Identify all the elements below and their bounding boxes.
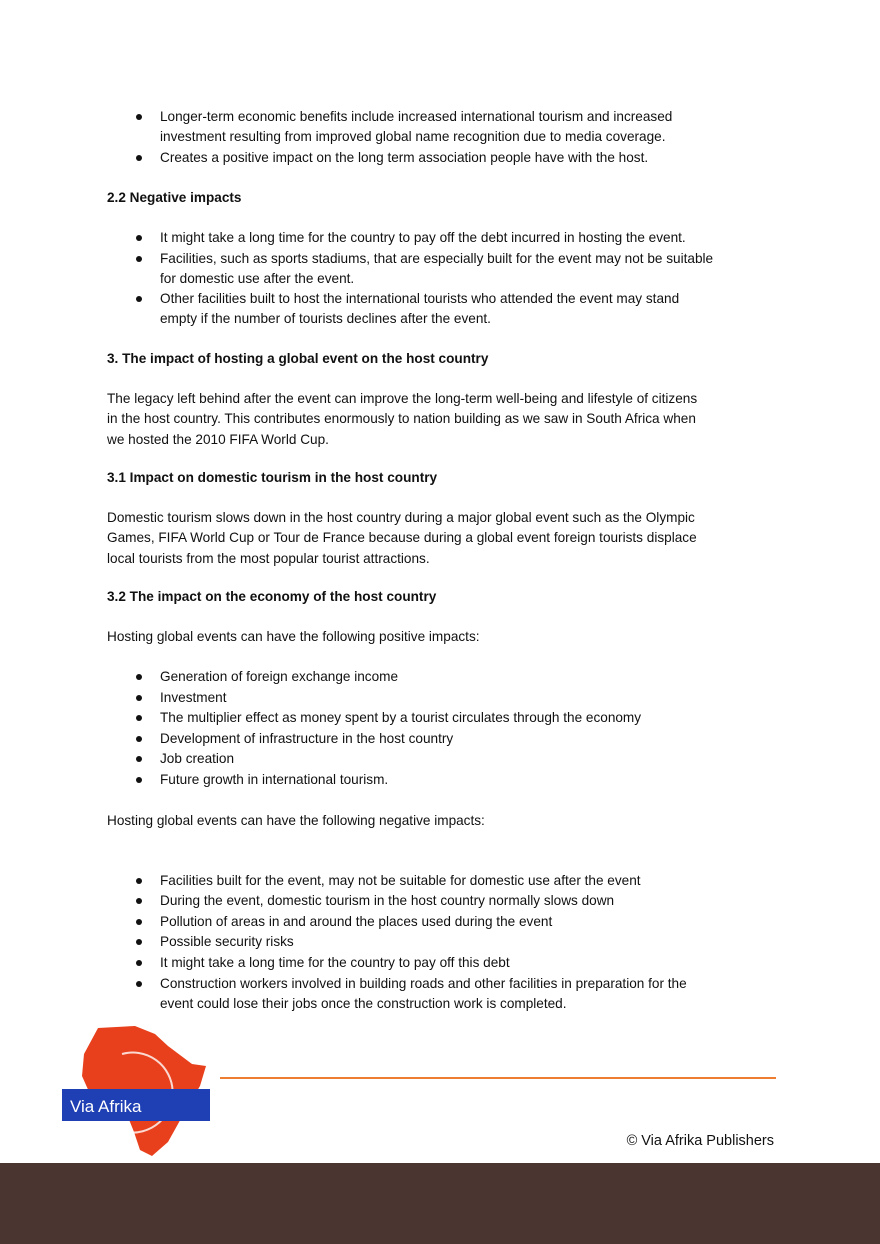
bullet-icon <box>136 296 142 302</box>
list-item <box>160 932 294 952</box>
text-line: Job creation <box>160 751 235 766</box>
text-line: Investment <box>160 690 227 705</box>
bullet-icon <box>136 736 142 742</box>
bullet-icon <box>136 256 142 262</box>
list-item <box>160 749 234 769</box>
paragraph <box>107 389 697 450</box>
text-line: Future growth in international tourism. <box>160 772 389 787</box>
paragraph <box>107 508 697 569</box>
bullet-icon <box>136 715 142 721</box>
bullet-icon <box>136 898 142 904</box>
footer-rule <box>220 1077 776 1079</box>
text-line: Development of infrastructure in the host country <box>160 731 454 746</box>
text-line: Hosting global events can have the following positive impacts: <box>107 629 480 644</box>
text-line: Games, FIFA World Cup or Tour de France because during a global event foreign tourists displace <box>107 530 697 546</box>
bullet-icon <box>136 981 142 987</box>
text-line: event could lose their jobs once the construction work is completed. <box>160 996 567 1012</box>
text-line: It might take a long time for the country to pay off this debt <box>160 955 510 970</box>
copyright-text: © Via Afrika Publishers <box>626 1133 774 1149</box>
via-afrika-logo <box>60 1024 215 1159</box>
bullet-icon <box>136 114 142 120</box>
list-item <box>160 953 510 973</box>
list-item <box>160 667 398 687</box>
text-line: local tourists from the most popular tourist attractions. <box>107 550 430 566</box>
section-heading <box>107 349 488 369</box>
text-line: in the host country. This contributes enormously to nation building as we saw in South Africa when <box>107 411 696 427</box>
bullet-icon <box>136 919 142 925</box>
bullet-icon <box>136 695 142 701</box>
list-item <box>160 912 552 932</box>
text-line: Construction workers involved in building roads and other facilities in preparation for the <box>160 976 687 991</box>
text-line: empty if the number of tourists declines after the event. <box>160 311 491 327</box>
text-line: Creates a positive impact on the long term association people have with the host. <box>160 150 649 165</box>
text-line: 3. The impact of hosting a global event on the host country <box>107 351 489 366</box>
text-line: Pollution of areas in and around the places used during the event <box>160 914 553 929</box>
text-line: Facilities built for the event, may not be suitable for domestic use after the event <box>160 873 641 888</box>
bullet-icon <box>136 155 142 161</box>
list-item <box>160 729 453 749</box>
text-line: Longer-term economic benefits include increased international tourism and increased <box>160 109 673 124</box>
list-item <box>160 871 641 891</box>
paragraph <box>107 811 485 831</box>
section-heading <box>107 587 436 607</box>
list-item <box>160 770 388 790</box>
list-item <box>160 148 648 168</box>
section-heading <box>107 468 437 488</box>
bullet-icon <box>136 674 142 680</box>
list-item <box>160 289 679 330</box>
text-line: The multiplier effect as money spent by a tourist circulates through the economy <box>160 710 642 725</box>
bullet-icon <box>136 777 142 783</box>
bullet-icon <box>136 939 142 945</box>
text-line: 2.2 Negative impacts <box>107 190 242 205</box>
text-line: Facilities, such as sports stadiums, that are especially built for the event may not be suitable <box>160 251 714 266</box>
text-line: It might take a long time for the country to pay off the debt incurred in hosting the event. <box>160 230 686 245</box>
list-item <box>160 974 687 1015</box>
list-item <box>160 228 686 248</box>
list-item <box>160 688 227 708</box>
bullet-icon <box>136 878 142 884</box>
list-item <box>160 891 614 911</box>
section-heading <box>107 188 242 208</box>
text-line: for domestic use after the event. <box>160 271 355 287</box>
text-line: Possible security risks <box>160 934 294 949</box>
paragraph <box>107 627 480 647</box>
bullet-icon <box>136 960 142 966</box>
text-line: Generation of foreign exchange income <box>160 669 399 684</box>
list-item <box>160 107 672 148</box>
list-item <box>160 708 641 728</box>
logo-text: Via Afrika <box>70 1097 142 1116</box>
text-line: Hosting global events can have the following negative impacts: <box>107 813 485 828</box>
text-line: During the event, domestic tourism in the host country normally slows down <box>160 893 615 908</box>
bullet-icon <box>136 235 142 241</box>
text-line: 3.1 Impact on domestic tourism in the host country <box>107 470 438 485</box>
text-line: Domestic tourism slows down in the host country during a major global event such as the Olympic <box>107 510 695 525</box>
text-line: 3.2 The impact on the economy of the host country <box>107 589 437 604</box>
footer-band <box>0 1163 880 1244</box>
text-line: Other facilities built to host the international tourists who attended the event may stand <box>160 291 680 306</box>
text-line: The legacy left behind after the event can improve the long-term well-being and lifestyle of citizens <box>107 391 698 406</box>
text-line: investment resulting from improved global name recognition due to media coverage. <box>160 129 666 145</box>
text-line: we hosted the 2010 FIFA World Cup. <box>107 431 329 447</box>
list-item <box>160 249 713 290</box>
bullet-icon <box>136 756 142 762</box>
